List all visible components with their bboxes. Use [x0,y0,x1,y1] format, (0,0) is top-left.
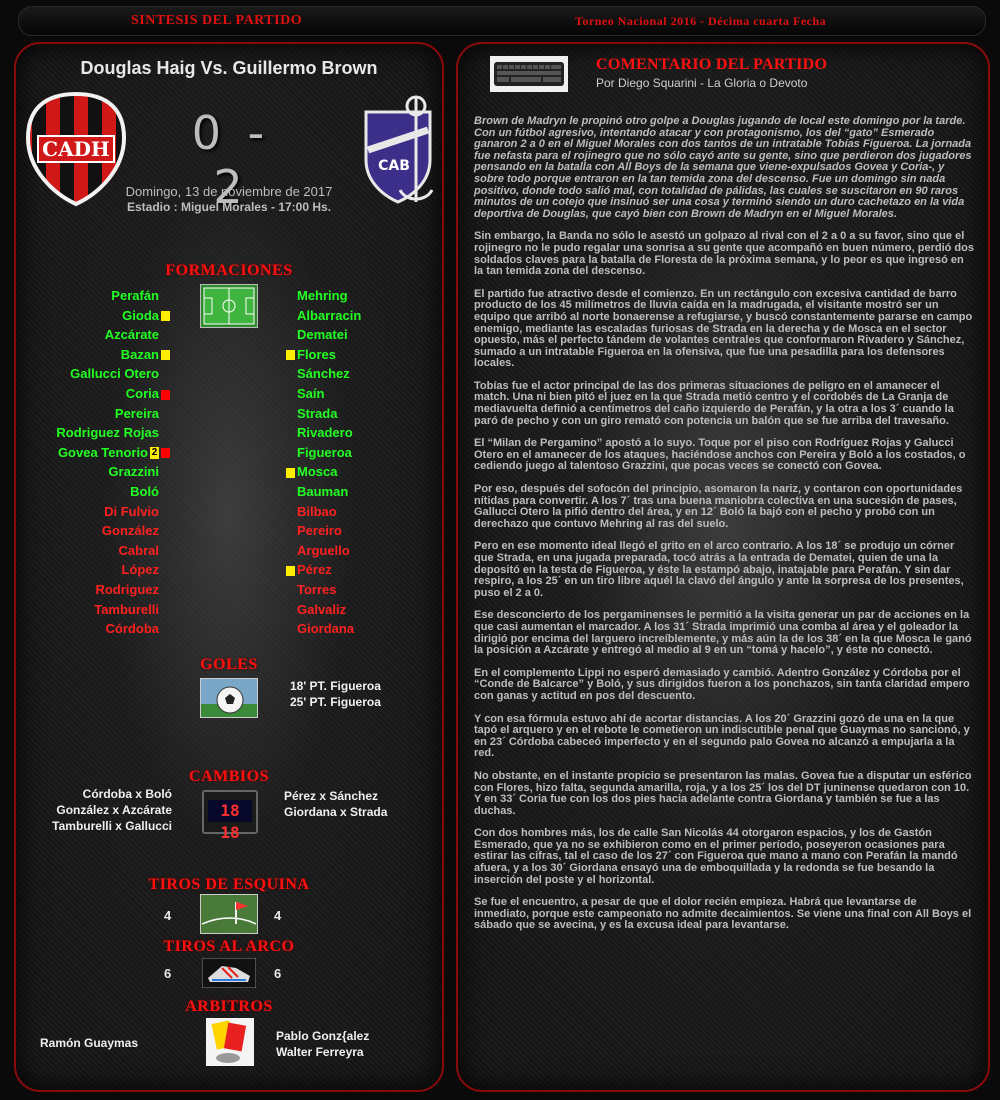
commentary-paragraph: Se fue el encuentro, a pesar de que el dolor recién empieza. Habrá que levantarse de inmediato, porque este campeonato no admite decaimientos. Se viene una final con All Boys el sábado que se avecina, y es la excusa ideal para levantarse. [474,896,972,932]
board-display: 18 18 [208,800,252,822]
corner-kicks-heading: TIROS DE ESQUINA [148,876,310,893]
lineup-player [56,484,172,504]
red-card-icon [161,448,170,458]
commentary-paragraph: Por eso, después del sofocón del principio, asomaron la nariz, y contaron con oportunidades nítidas para convertir. A los 7´ tras una buena maniobra colectiva en una sucesión de pases, Gallucci Otero la pifió dentro del área, y en 12´ Boló la bajó con el pecho y probó con un derechazo que contuvo Mehring al ras del suelo. [474,483,963,530]
lineup-player [284,621,361,641]
commentary-paragraph: Con dos hombres más, los de calle San Nicolás 44 otorgaron espacios, y los de Gastón Esmerado, que ya no se exhibieron como en el primer período, poseyeron ocasiones para estirar las cifras, tal el caso de los 27´ con Figueroa que mano a mano con Perafán la mandó afuera, y a los 30´ Giordana ensayó una de emboquillada y la redonda se fue besando la inserción del poste y el horizontal. [474,827,958,886]
goal-entry: 25' PT. Figueroa [290,695,381,709]
player-name: López [121,562,159,578]
player-name: Gallucci Otero [70,366,159,382]
match-stadium: Estadio : Miguel Morales - 17:00 Hs. [126,200,332,214]
card-indicator [284,347,297,362]
player-name: Mosca [297,464,338,480]
lineup-player [56,366,172,386]
goal-entry: 18' PT. Figueroa [290,679,381,693]
match-date: Domingo, 13 de noviembre de 2017 [125,184,333,199]
lineup-player [284,366,361,386]
away-crest-text: CAB [378,158,410,174]
lineup-player [284,425,361,445]
away-goals [290,678,381,710]
lineup-player [56,327,172,347]
yellow-card-icon [286,566,295,576]
commentary-paragraph: Pero en ese momento ideal llegó el grito en el arco contrario. A los 18´ se produjo un córner que Strada, en una jugada preparada, tocó atrás a la entrada de Dematei, quien de una la depositó en la testa de Figueroa, y éste la estampó abajo, inatajable para Perafán. Y sin dar respiro, a los 25´ en un tiro libre aquél la clavó del ángulo y ante la sorpresa de los presentes, puso el 2 a 0. [474,540,964,599]
commentary-paragraph: El “Milan de Pergamino” apostó a lo suyo. Toque por el piso con Rodríguez Rojas y Galucci Otero en el amanecer de los ataques, haciéndose anchos con Pereira y Boló a los costados, o cediendo juego al talentoso Grazzini, que pocas veces se conectó con Govea. [474,437,966,473]
player-name: Giordana [297,621,355,637]
corner-flag-icon [200,894,258,934]
lineup-player [284,327,361,347]
referee-cards-icon [206,1018,254,1066]
lineup-player [56,425,172,445]
lineup-player [284,562,361,582]
player-name: Bauman [297,483,349,499]
player-name: Saín [297,385,325,401]
match-commentary-panel [456,42,990,1092]
commentary-author: Por Diego Squarini - La Gloria o Devoto [596,76,808,90]
player-name: Boló [130,483,159,499]
commentary-article [474,116,974,943]
player-name: Galvaliz [297,601,347,617]
lineup-player [56,386,172,406]
second-yellow-icon: 2 [151,447,158,459]
lineup-player [56,582,172,602]
player-name: Bilbao [297,503,337,519]
commentary-paragraph: Brown de Madryn le propinó otro golpe a Douglas jugando de local este domingo por la tarde. Con un fútbol agresivo, intentando atacar y con protagonismo, los del “gato” Esmerado ganaron 2 a 0 en el Miguel Morales con dos tantos de un intratable Tobías Figueroa. La jornada fue nefasta para el rojinegro que no sólo cayó ante su gente, sino que perdieron dos jugadores pensando en la batalla con All Boys de la semana que viene-expulsados Govea y Coria-, y sobre todo porque entraron en la tan temida zona del descenso. Fue un domingo sin nada positivo, donde todo salió mal, con totalidad de pálidas, las cuales se suscitaron en 90 raros minutos de un cotejo que insinuó ser una cosa y terminó siendo un duro cachetazo en la vida deportiva de Douglas, que cayó bien con Brown de Madryn en el Miguel Morales. [474,115,972,220]
player-name: Albarracin [297,307,362,323]
player-name: Tamburelli [94,601,159,617]
card-indicator [148,445,172,460]
lineup-player [284,543,361,563]
lineup-player [284,484,361,504]
match-score: 0 - 2 [191,106,271,214]
soccer-boots-icon [202,958,256,988]
home-shots-on-goal: 6 [164,966,172,981]
lineup-player [284,523,361,543]
player-name: Coria [125,385,159,401]
player-name: Dematei [297,327,348,343]
player-name: Strada [297,405,338,421]
lineup-player [56,523,172,543]
match-title: Douglas Haig Vs. Guillermo Brown [80,58,378,78]
player-name: Rivadero [297,425,353,441]
lineup-player [284,602,361,622]
player-name: Mehring [297,288,348,303]
commentary-paragraph: Tobías fue el actor principal de las dos primeras situaciones de peligro en el amanecer el match. Una ni bien pitó el juez en la que Strada metió centro y el cordobés de La Granja de mediavuelta definió a centímetros del caño izquierdo de Perafán, y la otra a los 3´ cuando la paró de pecho y con un giro remató con potencia un balón que se fue arriba del travesaño. [474,379,954,427]
lineup-player [56,288,172,308]
card-indicator [159,347,172,362]
commentary-title: COMENTARIO DEL PARTIDO [596,56,828,73]
commentary-paragraph: Ese desconcierto de los pergaminenses le permitió a la visita generar un par de acciones en la que casi aumentan el marcador. A los 31´ Strada imprimió una comba al área y el goleador la dirigió por encima del larguero increíblemente, y más aún la de los 38´ en la que Mosca le ganó la posición a Azcárate y entregó al medio al 9 en un “tomá y hacelo”, y éste no conectó. [474,609,972,657]
lineup-player [284,347,361,367]
keyboard-icon [490,56,568,92]
assistant-referee: Pablo Gonz{alez [276,1029,370,1043]
away-lineup [284,288,361,641]
formaciones-heading: FORMACIONES [165,262,293,279]
player-name: Figueroa [297,444,352,460]
player-name: Pereira [114,405,159,421]
substitution-entry: Pérez x Sánchez [284,789,379,803]
assistant-referees [276,1028,369,1060]
player-name: Perafán [111,288,159,303]
lineup-player [56,347,172,367]
lineup-player [56,504,172,524]
home-substitutions [52,786,172,834]
lineup-player [284,288,361,308]
shots-on-goal-heading: TIROS AL ARCO [163,938,295,955]
player-name: Sánchez [297,366,350,382]
lineup-player [56,464,172,484]
substitution-entry: González x Azcárate [56,803,172,817]
player-name: Flores [297,346,337,362]
lineup-player [284,504,361,524]
lineup-player [56,562,172,582]
player-name: Córdoba [105,621,159,637]
player-name: Di Fulvio [104,503,159,519]
home-lineup [56,288,172,641]
away-substitutions [284,788,387,820]
yellow-card-icon [161,350,170,360]
home-corner-kicks: 4 [164,908,172,923]
assistant-referee: Walter Ferreyra [276,1045,364,1059]
substitution-entry: Córdoba x Boló [82,787,172,801]
match-summary-panel [14,42,444,1092]
commentary-paragraph: En el complemento Lippi no esperó demasiado y cambió. Adentro González y Córdoba por el “Conde de Balcarce” y Boló, y sus dirigidos fueron a los ponchazos, sin tanta claridad empero con ganas y actitud en pos del descuento. [474,666,970,702]
player-name: Gioda [122,307,159,323]
lineup-player [56,406,172,426]
tournament-label: Torneo Nacional 2016 - Décima cuarta Fecha [575,14,827,28]
lineup-player [284,386,361,406]
player-name: Pereiro [297,523,342,539]
banner-title: SINTESIS DEL PARTIDO [131,13,303,28]
card-indicator [159,308,172,323]
lineup-player [284,445,361,465]
lineup-player [56,543,172,563]
cambios-heading: CAMBIOS [189,768,269,785]
player-name: Arguello [297,542,350,558]
soccer-field-icon [200,284,258,328]
player-name: Azcárate [104,327,159,343]
yellow-card-icon [286,350,295,360]
lineup-player [284,464,361,484]
red-card-icon [161,390,170,400]
substitution-entry: Giordana x Strada [284,805,388,819]
substitution-entry: Tamburelli x Gallucci [52,819,172,833]
lineup-player [284,582,361,602]
referees-heading: ARBITROS [185,998,273,1015]
substitution-board-icon [202,790,258,842]
card-indicator [159,386,172,401]
lineup-player [284,406,361,426]
goles-heading: GOLES [200,656,258,673]
player-name: González [101,523,159,539]
player-name: Rodriguez Rojas [56,425,159,441]
yellow-card-icon [286,468,295,478]
top-banner [18,6,986,36]
commentary-paragraph: No obstante, en el instante propicio se presentaron las malas. Govea fue a disputar un esférico con Flores, hizo falta, segunda amarilla, roja, y a los 25´ los del DT juninense quedaron con 10. Y en 33´ Coria fue con los dos pies hacia adelante contra Giordana y también se fue a las duchas. [474,769,972,817]
away-corner-kicks: 4 [274,908,282,923]
player-name: Grazzini [108,464,159,480]
player-name: Rodriguez [95,581,159,597]
soccer-ball-icon [200,678,258,718]
lineup-player [56,602,172,622]
player-name: Torres [297,581,337,597]
player-name: Pérez [297,562,332,578]
commentary-paragraph: Sin embargo, la Banda no sólo le asestó un golpazo al rival con el 2 a 0 a su favor, sino que el rojinegro no le pudo regalar una sonrisa a su gente que acompañó en buen número, perdió dos soldados claves para la batalla de Floresta de la próxima semana, y lo peor es que ingresó en la tan temida zona del descenso. [474,230,974,278]
yellow-card-icon [161,311,170,321]
player-name: Govea Tenorio [57,444,148,460]
commentary-paragraph: Y con esa fórmula estuvo ahí de acortar distancias. A los 20´ Grazzini gozó de una en la que tapó el arquero y en el rebote le cometieron un indiscutible penal que Guaymas no sancionó, y en 23´ Córdoba cabeceó imperfecto y en el segundo palo Govea no alcanzó a empujarla a la red. [474,712,970,760]
player-name: Cabral [118,542,159,558]
away-shots-on-goal: 6 [274,966,282,981]
lineup-player [56,445,172,465]
home-crest-text: CADH [42,137,110,161]
main-referee: Ramón Guaymas [40,1036,139,1050]
card-indicator [284,464,297,479]
player-name: Bazan [120,346,159,362]
lineup-player [56,308,172,328]
commentary-paragraph: El partido fue atractivo desde el comienzo. En un rectángulo con excesiva cantidad de barro producto de los 45 milímetros de lluvia caída en la madrugada, el visitante mostró ser un equipo que arribó al norte bonaerense a refugiarse, y buscó constantemente pararse en campo enemigo, mediante las escaladas furiosas de Strada en la derecha y de Mosca en el sector opuesto, más el perfecto tándem de volantes centrales que conformaron Rivadero y Sánchez, sumado a un intratable Figueroa en la ofensiva, que fue una pesadilla para los defensores locales. [474,287,973,370]
card-indicator [284,562,297,577]
lineup-player [284,308,361,328]
lineup-player [56,621,172,641]
